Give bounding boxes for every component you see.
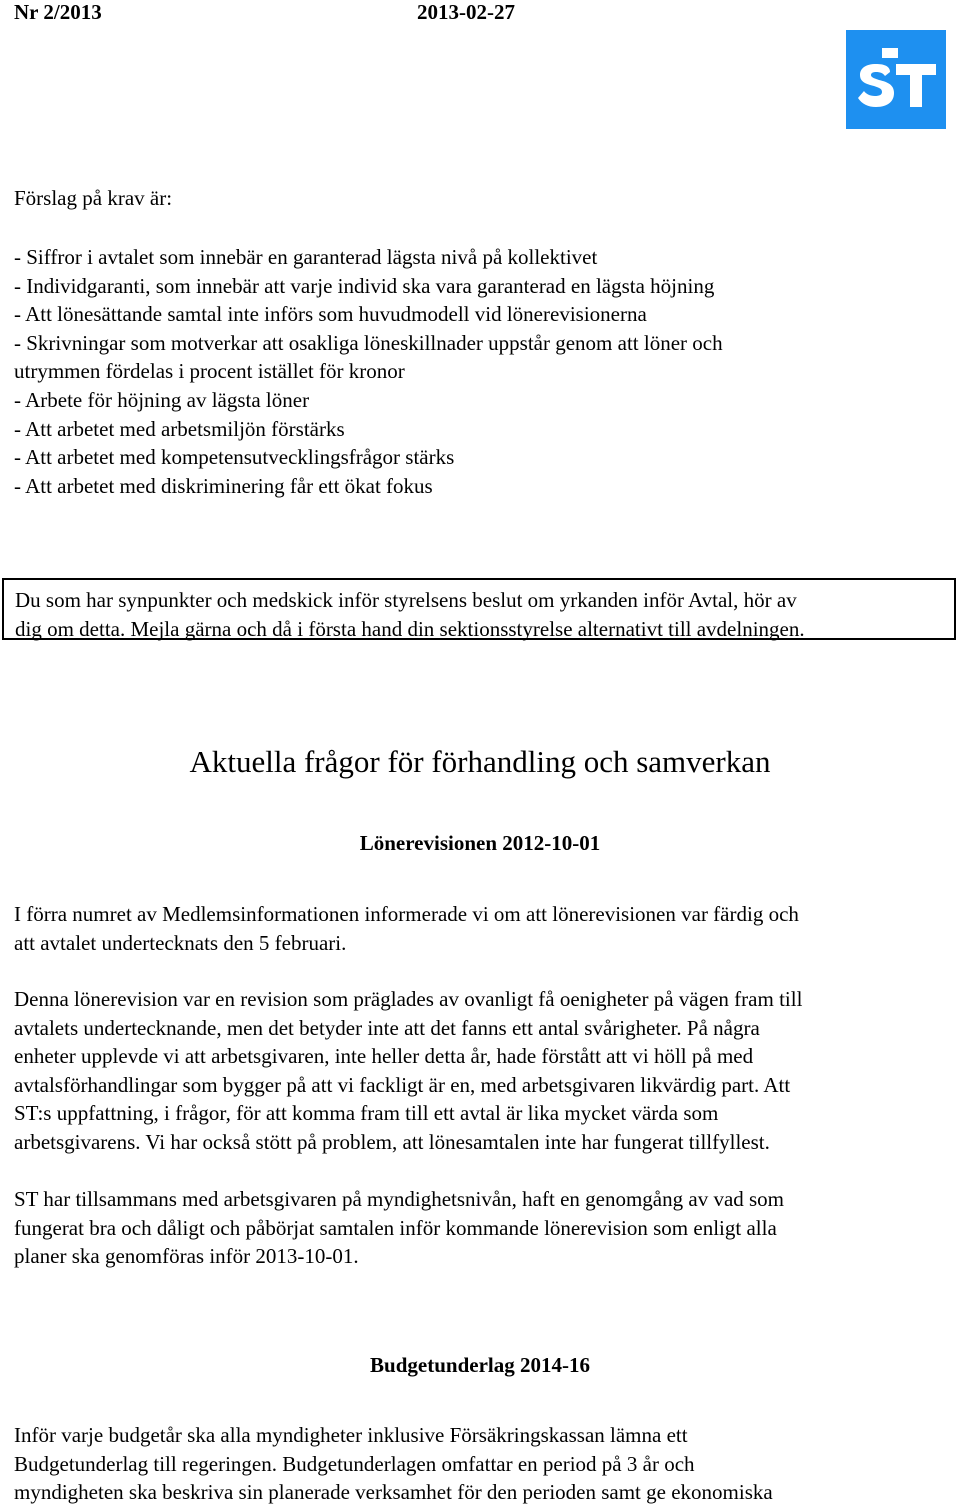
- proposal-item: - Siffror i avtalet som innebär en garanterad lägsta nivå på kollektivet: [14, 245, 598, 269]
- st-logo: [846, 30, 946, 129]
- proposal-item: - Individgaranti, som innebär att varje individ ska vara garanterad en lägsta höjning: [14, 273, 715, 298]
- text-line: avtalsförhandlingar som bygger på att vi fackligt är en, med arbetsgivaren likvärdig part. Att: [14, 1072, 791, 1097]
- text-line: Budgetunderlag till regeringen. Budgetunderlagen omfattar en period på 3 år och: [14, 1451, 695, 1476]
- proposal-item: - Arbete för höjning av lägsta löner: [14, 387, 310, 412]
- text-line: Denna lönerevision var en revision som präglades av ovanligt få oenigheter på vägen fram till: [14, 987, 803, 1011]
- text-line: enheter upplevde vi att arbetsgivaren, inte heller detta år, hade förstått att vi höll på med: [14, 1044, 754, 1069]
- proposal-list: [14, 243, 723, 500]
- proposal-heading: Förslag på krav är:: [14, 186, 173, 210]
- proposal-item: - Att arbetet med diskriminering får ett ökat fokus: [14, 473, 433, 498]
- text-line: att avtalet undertecknats den 5 februari.: [14, 930, 347, 955]
- lonerevision-heading: Lönerevisionen 2012-10-01: [359, 831, 601, 855]
- text-line: planer ska genomföras inför 2013-10-01.: [14, 1244, 359, 1269]
- proposal-item: - Att lönesättande samtal inte införs som huvudmodell vid lönerevisionerna: [14, 302, 647, 327]
- notice-line: dig om detta. Mejla gärna och då i första hand din sektionsstyrelse alternativt till avdelningen.: [15, 616, 805, 641]
- feedback-notice-box: [2, 578, 956, 640]
- st-logo-mark: [846, 30, 946, 129]
- lonerevision-paragraph-2: [14, 985, 802, 1157]
- lonerevision-paragraph-1: [14, 900, 799, 957]
- text-line: I förra numret av Medlemsinformationen informerade vi om att lönerevisionen var färdig och: [14, 902, 799, 926]
- text-line: Inför varje budgetår ska alla myndigheter inklusive Försäkringskassan lämna ett: [14, 1423, 688, 1447]
- section-title: Aktuella frågor för förhandling och samverkan: [189, 744, 771, 779]
- text-line: ST:s uppfattning, i frågor, för att komma fram till ett avtal är lika mycket värda som: [14, 1101, 719, 1126]
- proposal-item: utrymmen fördelas i procent istället för kronor: [14, 359, 405, 384]
- proposal-item: - Skrivningar som motverkar att osakliga löneskillnader uppstår genom att löner och: [14, 330, 723, 355]
- issue-number: Nr 2/2013: [14, 0, 102, 24]
- notice-line: Du som har synpunkter och medskick inför styrelsens beslut om yrkanden inför Avtal, hör av: [15, 588, 797, 612]
- text-line: ST har tillsammans med arbetsgivaren på myndighetsnivån, haft en genomgång av vad som: [14, 1187, 785, 1211]
- lonerevision-paragraph-3: [14, 1185, 784, 1271]
- text-line: arbetsgivarens. Vi har också stött på problem, att lönesamtalen inte har fungerat tillfyllest.: [14, 1129, 770, 1154]
- issue-date: 2013-02-27: [417, 0, 515, 24]
- text-line: myndigheten ska beskriva sin planerade verksamhet för den perioden samt ge ekonomiska: [14, 1480, 773, 1505]
- proposal-item: - Att arbetet med arbetsmiljön förstärks: [14, 416, 345, 441]
- budget-heading: Budgetunderlag 2014-16: [370, 1353, 590, 1377]
- proposal-item: - Att arbetet med kompetensutvecklingsfrågor stärks: [14, 445, 455, 470]
- budget-paragraph-1: [14, 1421, 773, 1507]
- text-line: avtalets undertecknande, men det betyder inte att det fanns ett antal svårigheter. På några: [14, 1015, 760, 1040]
- text-line: fungerat bra och dåligt och påbörjat samtalen inför kommande lönerevision som enligt alla: [14, 1215, 777, 1240]
